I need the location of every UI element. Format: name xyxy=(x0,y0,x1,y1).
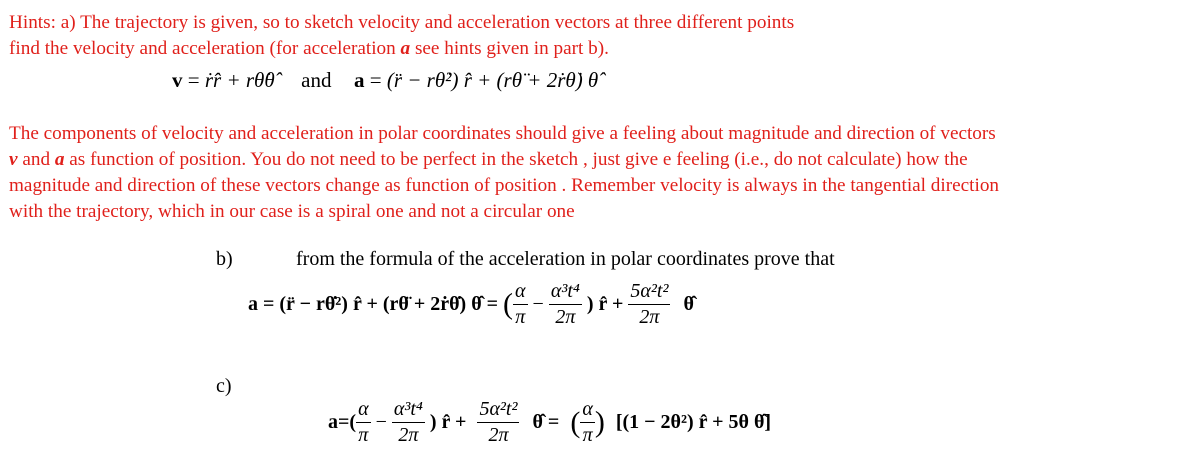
part-c-label: c) xyxy=(216,375,232,397)
part-b-frac-3-num: 5α²t² xyxy=(630,280,669,302)
part-c-frac-3-num: 5α²t² xyxy=(479,398,518,420)
part-b-frac-1-num: α xyxy=(515,280,526,302)
a-rhs: (r̈ − rθ̇²) r̂ + (rθ̈ + 2ṙθ̇) θ̂ xyxy=(386,68,599,92)
part-b-frac-2-den: 2π xyxy=(555,306,576,328)
part-c-frac-2-num: α³t⁴ xyxy=(393,398,423,420)
part-b-frac-1-bar xyxy=(513,304,528,305)
eq1-equals: = xyxy=(182,68,205,92)
part-c-frac-1 xyxy=(356,398,371,447)
hints-accel-var: a xyxy=(400,38,411,59)
part-c-frac-2 xyxy=(392,398,425,447)
paragraph-line-2-mid: and xyxy=(17,149,55,170)
paragraph-line-3: magnitude and direction of these vectors change as function of position . Remember velocity is always in the tangential direction xyxy=(9,175,1000,196)
part-c-frac-4-den: π xyxy=(582,424,593,446)
v-label: v xyxy=(172,68,183,92)
part-b-frac-2-num: α³t⁴ xyxy=(550,280,580,302)
part-b-lhs: a = (r̈ − rθ̇²) r̂ + (rθ̈ + 2ṙθ̇) θ̂ = xyxy=(248,293,499,315)
part-b-frac-2 xyxy=(549,280,582,329)
hints-line-2 xyxy=(9,38,609,60)
and-word: and xyxy=(301,68,332,92)
part-c-frac-4-num: α xyxy=(582,398,593,420)
part-c-frac-1-den: π xyxy=(358,424,369,446)
part-c-rhat-plus: ) r̂ + xyxy=(429,411,467,433)
velocity-acceleration-equation xyxy=(172,68,598,93)
part-b-frac-3 xyxy=(628,280,670,329)
paragraph-line-1: The components of velocity and acceleration in polar coordinates should give a feeling about magnitude and direction of vectors xyxy=(9,123,996,144)
part-b-label: b) xyxy=(216,248,233,270)
part-c-a-eq: a=( xyxy=(328,411,357,433)
part-c-frac-3-den: 2π xyxy=(488,424,509,446)
part-c-close-paren: ) xyxy=(594,405,605,439)
part-b-minus: − xyxy=(532,293,544,315)
part-b-frac-1 xyxy=(513,280,528,329)
hints-line-2-end: see hints given in part b). xyxy=(410,38,609,59)
part-b-frac-2-bar xyxy=(549,304,582,305)
paragraph-line-4: with the trajectory, which in our case is a spiral one and not a circular one xyxy=(9,201,575,222)
part-c-theta-eq: θ̂ = xyxy=(532,411,560,433)
hints-line-2-start: find the velocity and acceleration (for acceleration xyxy=(9,38,401,59)
part-b-theta-hat: θ̂ xyxy=(683,293,694,315)
part-c-frac-2-den: 2π xyxy=(398,424,419,446)
part-b-frac-3-den: 2π xyxy=(639,306,660,328)
part-b-frac-1-den: π xyxy=(515,306,526,328)
part-b-text: from the formula of the acceleration in polar coordinates prove that xyxy=(296,248,835,270)
part-b-equation xyxy=(248,280,694,329)
paragraph-v-var: v xyxy=(9,149,18,170)
part-c-frac-4-bar xyxy=(580,422,595,423)
part-c-frac-3-bar xyxy=(477,422,519,423)
part-c-open-paren: ( xyxy=(570,405,581,439)
part-b-open-paren: ( xyxy=(503,287,514,321)
part-c-frac-1-num: α xyxy=(358,398,369,420)
v-rhs: ṙr̂ + rθ̇θ̂ xyxy=(204,68,275,92)
part-c-frac-4 xyxy=(580,398,595,447)
part-b-frac-3-bar xyxy=(628,304,670,305)
hints-line-1: Hints: a) The trajectory is given, so to sketch velocity and acceleration vectors at three different points xyxy=(9,12,795,33)
part-c-minus: − xyxy=(375,411,387,433)
part-c-frac-2-bar xyxy=(392,422,425,423)
part-c-frac-3 xyxy=(477,398,519,447)
eq1-equals-2: = xyxy=(364,68,387,92)
part-c-tail: [(1 − 2θ²) r̂ + 5θ θ̂] xyxy=(615,411,772,433)
part-c-frac-1-bar xyxy=(356,422,371,423)
a-label: a xyxy=(354,68,365,92)
paragraph-a-var: a xyxy=(54,149,65,170)
part-b-rhat-plus: ) r̂ + xyxy=(586,293,624,315)
part-c-equation xyxy=(328,398,771,447)
paragraph-line-2 xyxy=(9,149,968,171)
paragraph-line-2-rest: as function of position. You do not need to be perfect in the sketch , just give e feeling (i.e., do not calculate) how the xyxy=(64,149,968,170)
